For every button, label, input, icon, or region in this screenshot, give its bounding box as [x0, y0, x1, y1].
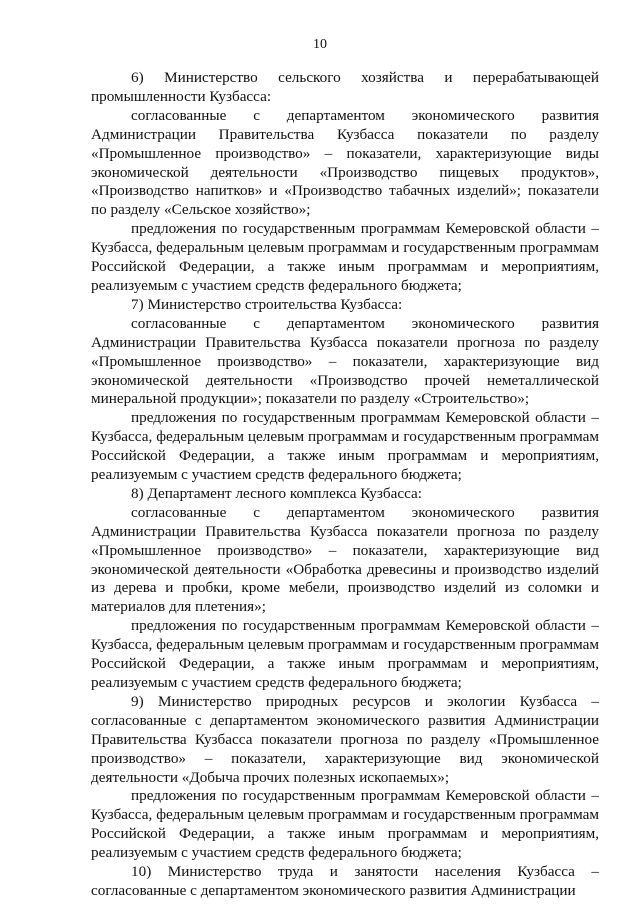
- document-body: [91, 69, 599, 901]
- page-number: 10: [313, 37, 327, 52]
- paragraph-item-9-program-proposals: предложения по государственным программам Кемеровской области – Кузбасса, федеральным целевым программам и государственным программам Российской Федерации, а также иным программам и мероприятиям, реализуемым с участием средств федерального бюджета;: [91, 787, 599, 862]
- paragraph-item-7-program-proposals: предложения по государственным программам Кемеровской области – Кузбасса, федеральным целевым программам и государственным программам Российской Федерации, а также иным программам и мероприятиям, реализуемым с участием средств федерального бюджета;: [91, 409, 599, 484]
- paragraph-item-9-agreed-indicators: 9) Министерство природных ресурсов и экологии Кузбасса – согласованные с департаментом экономического развития Администрации Правительства Кузбасса показатели прогноза по разделу «Промышленное производство» – показатели, характеризующие вид экономической деятельности «Добыча прочих полезных ископаемых»;: [91, 692, 599, 786]
- paragraph-item-10-heading: 10) Министерство труда и занятости населения Кузбасса – согласованные с департаментом экономического развития Администрации: [91, 863, 599, 899]
- paragraph-item-8-program-proposals: предложения по государственным программам Кемеровской области – Кузбасса, федеральным целевым программам и государственным программам Российской Федерации, а также иным программам и мероприятиям, реализуемым с участием средств федерального бюджета;: [91, 617, 599, 691]
- paragraph-item-7-agreed-indicators: согласованные с департаментом экономического развития Администрации Правительства Кузбасса показатели прогноза по разделу «Промышленное производство» – показатели, характеризующие вид экономической деятельности «Производство прочей неметаллической минеральной продукции»; показатели по разделу «Строительство»;: [91, 314, 599, 408]
- paragraph-item-6-agreed-indicators: согласованные с департаментом экономического развития Администрации Правительства Кузбасса показатели по разделу «Промышленное производство» – показатели, характеризующие виды экономической деятельности «Производство пищевых продуктов», «Производство напитков» и «Производство табачных изделий»; показатели по разделу «Сельское хозяйство»;: [91, 106, 599, 219]
- paragraph-item-6-program-proposals: предложения по государственным программам Кемеровской области – Кузбасса, федеральным целевым программам и государственным программам Российской Федерации, а также иным программам и мероприятиям, реализуемым с участием средств федерального бюджета;: [91, 220, 599, 294]
- paragraph-item-6-heading: 6) Министерство сельского хозяйства и перерабатывающей промышленности Кузбасса:: [91, 69, 599, 105]
- paragraph-item-7-heading: 7) Министерство строительства Кузбасса:: [131, 295, 403, 313]
- paragraph-item-8-heading: 8) Департамент лесного комплекса Кузбасса:: [131, 484, 422, 502]
- paragraph-item-8-agreed-indicators: согласованные с департаментом экономического развития Администрации Правительства Кузбасса показатели прогноза по разделу «Промышленное производство» – показатели, характеризующие вид экономической деятельности «Обработка древесины и производство изделий из дерева и пробки, кроме мебели, производство изделий из соломки и материалов для плетения»;: [91, 503, 599, 616]
